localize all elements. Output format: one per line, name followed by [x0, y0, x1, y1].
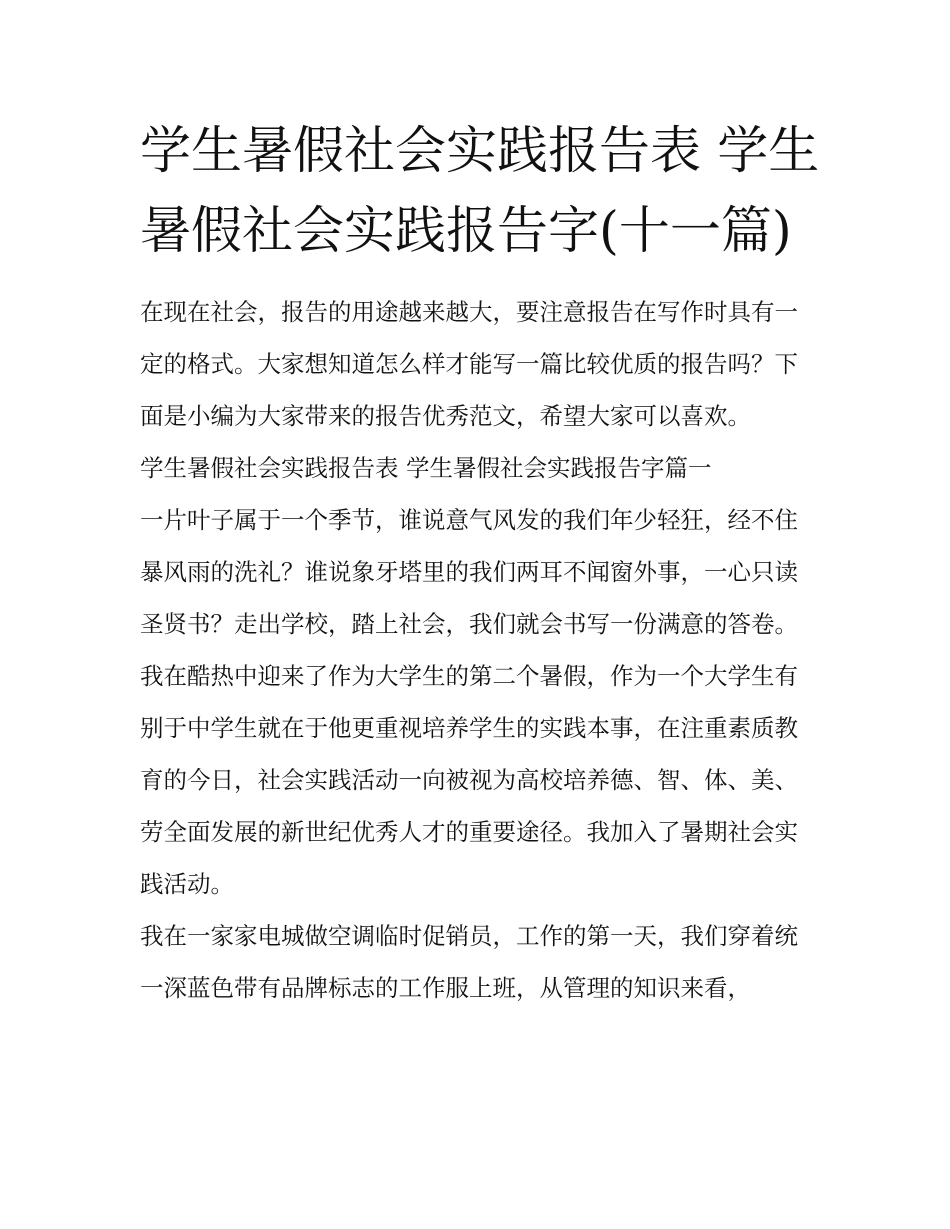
title-line-1: 学生暑假社会实践报告表 学生	[140, 122, 820, 181]
intro-paragraph: 在现在社会，报告的用途越来越大，要注意报告在写作时具有一定的格式。大家想知道怎么样才能写一篇比较优质的报告吗？下面是小编为大家带来的报告优秀范文，希望大家可以喜欢。	[140, 298, 798, 430]
body-paragraph-3: 我在一家家电城做空调临时促销员，工作的第一天，我们穿着统一深蓝色带有品牌标志的工作服上班，从管理的知识来看，	[140, 922, 798, 1002]
document-page	[140, 112, 820, 1014]
document-title	[140, 112, 820, 272]
body-paragraph-2: 我在酷热中迎来了作为大学生的第二个暑假，作为一个大学生有别于中学生就在于他更重视培养学生的实践本事，在注重素质教育的今日，社会实践活动一向被视为高校培养德、智、体、美、劳全面发展的新世纪优秀人才的重要途径。我加入了暑期社会实践活动。	[140, 662, 798, 898]
title-line-2: 暑假社会实践报告字(十一篇)	[140, 202, 792, 261]
section-heading: 学生暑假社会实践报告表 学生暑假社会实践报告字篇一	[140, 454, 712, 482]
body-paragraph-1: 一片叶子属于一个季节，谁说意气风发的我们年少轻狂，经不住暴风雨的洗礼？谁说象牙塔里的我们两耳不闻窗外事，一心只读圣贤书？走出学校，踏上社会，我们就会书写一份满意的答卷。	[140, 506, 798, 638]
